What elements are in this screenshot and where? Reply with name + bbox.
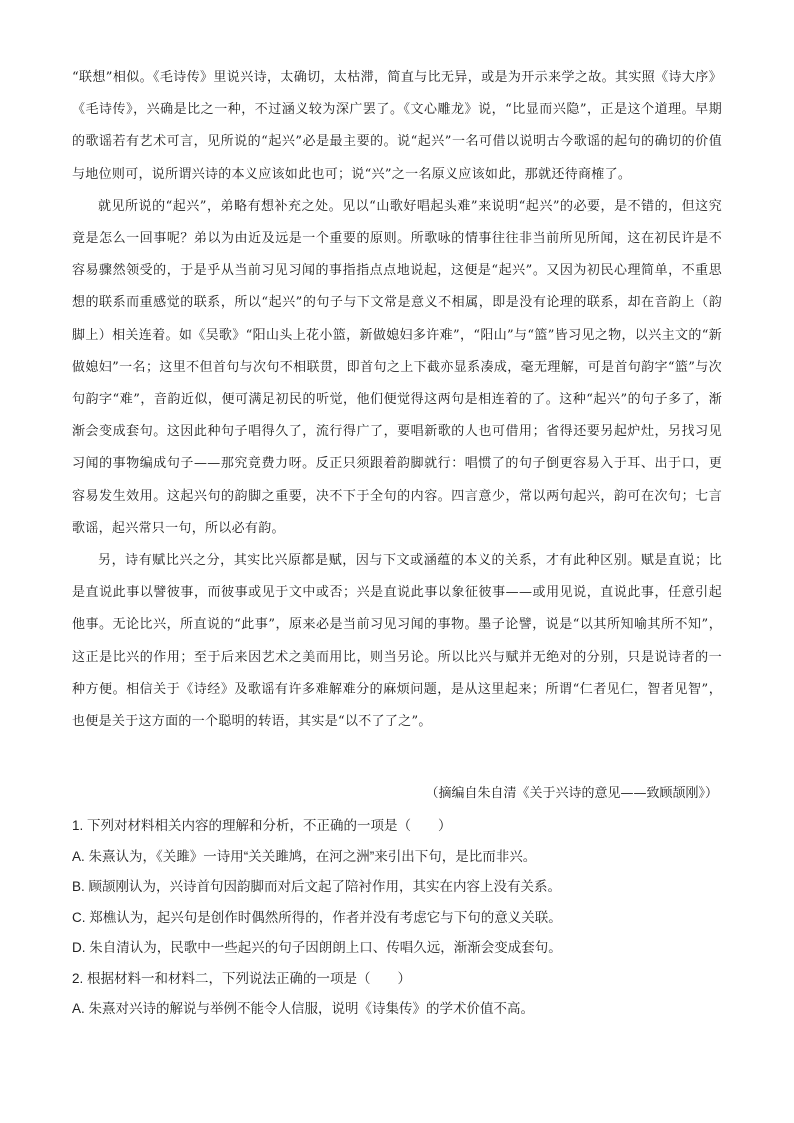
question-1-stem: 1. 下列对材料相关内容的理解和分析，不正确的一项是（ ） xyxy=(72,818,452,833)
question-1-option-d: D. 朱自清认为，民歌中一些起兴的句子因朗朗上口、传唱久远，渐渐会变成套句。 xyxy=(72,940,562,955)
passage-paragraph-2: 就见所说的“起兴”，弟略有想补充之处。见以“山歌好唱起头难”来说明“起兴”的必要，是不错的，但这究竟是怎么一回事呢？弟以为由近及远是一个重要的原则。所歌咏的情事往往非当前所见所闻，这在初民许是不容易骤然领受的，于是乎从当前习见习闻的事指指点点地说起，这便是“起兴”。又因为初民心理简单，不重思想的联系而重感觉的联系，所以“起兴”的句子与下文常是意义不相属，即是没有论理的联系，却在音韵上（韵脚上）相关连着。如《吴歌》“阳山头上花小篮，新做媳妇多许难”，“阳山”与“篮”皆习见之物，以兴主文的“新做媳妇”一名；这里不但首句与次句不相联贯，即首句之上下截亦显系凑成，毫无理解，可是首句韵字“篮”与次句韵字“难”，音韵近似，便可满足初民的听觉，他们便觉得这两句是相连着的了。这种“起兴”的句子多了，渐渐会变成套句。这因此种句子唱得久了，流行得广了，要唱新歌的人也可借用；省得还要另起炉灶，另找习见习闻的事物编成句子——那究竟费力呀。反正只须跟着韵脚就行：唱惯了的句子倒更容易入于耳、出于口，更容易发生效用。这起兴句的韵脚之重要，决不下于全句的内容。四言意少，常以两句起兴，韵可在次句；七言歌谣，起兴常只一句，所以必有韵。 xyxy=(72,198,722,536)
passage-paragraph-3: 另，诗有赋比兴之分，其实比兴原都是赋，因与下文或涵蕴的本义的关系，才有此种区别。赋是直说；比是直说此事以譬彼事，而彼事或见于文中或否；兴是直说此事以象征彼事——或用见说，直说此事，任意引起他事。无论比兴，所直说的“此事”，原来必是当前习见习闻的事物。墨子论譬，说是“以其所知喻其所不知”，这正是比兴的作用；至于后来因艺术之美而用比，则当另论。所以比兴与赋并无绝对的分别，只是说诗者的一种方便。相信关于《诗经》及歌谣有许多难解难分的麻烦问题，是从这里起来；所谓“仁者见仁，智者见智”，也便是关于这方面的一个聪明的转语，其实是“以不了了之”。 xyxy=(72,553,722,730)
source-citation: （摘编自朱自清《关于兴诗的意见——致顾颉刚》） xyxy=(425,786,718,801)
question-1-option-b: B. 顾颉刚认为，兴诗首句因韵脚而对后文起了陪衬作用，其实在内容上没有关系。 xyxy=(72,879,562,894)
questions-section xyxy=(72,811,722,1025)
question-1-option-a: A. 朱熹认为，《关雎》一诗用“关关雎鸠，在河之洲”来引出下句，是比而非兴。 xyxy=(72,848,537,864)
passage-paragraph-1: “联想”相似。《毛诗传》里说兴诗，太确切，太枯滞，简直与比无异，或是为开示来学之故。其实照《诗大序》《毛诗传》，兴确是比之一种，不过涵义较为深广罢了。《文心雕龙》说，“比显而兴隐”，正是这个道理。早期的歌谣若有艺术可言，见所说的“起兴”必是最主要的。说“起兴”一名可借以说明古今歌谣的起句的确切的价值与地位则可，说所谓兴诗的本义应该如此也可；说“兴”之一名原义应该如此，那就还待商榷了。 xyxy=(72,70,722,182)
passage xyxy=(72,62,722,738)
question-2-stem: 2. 根据材料一和材料二，下列说法正确的一项是（ ） xyxy=(72,970,412,986)
question-2-option-a: A. 朱熹对兴诗的解说与举例不能令人信服，说明《诗集传》的学术价值不高。 xyxy=(72,1001,535,1016)
question-1-option-c: C. 郑樵认为，起兴句是创作时偶然所得的，作者并没有考虑它与下句的意义关联。 xyxy=(72,909,562,925)
